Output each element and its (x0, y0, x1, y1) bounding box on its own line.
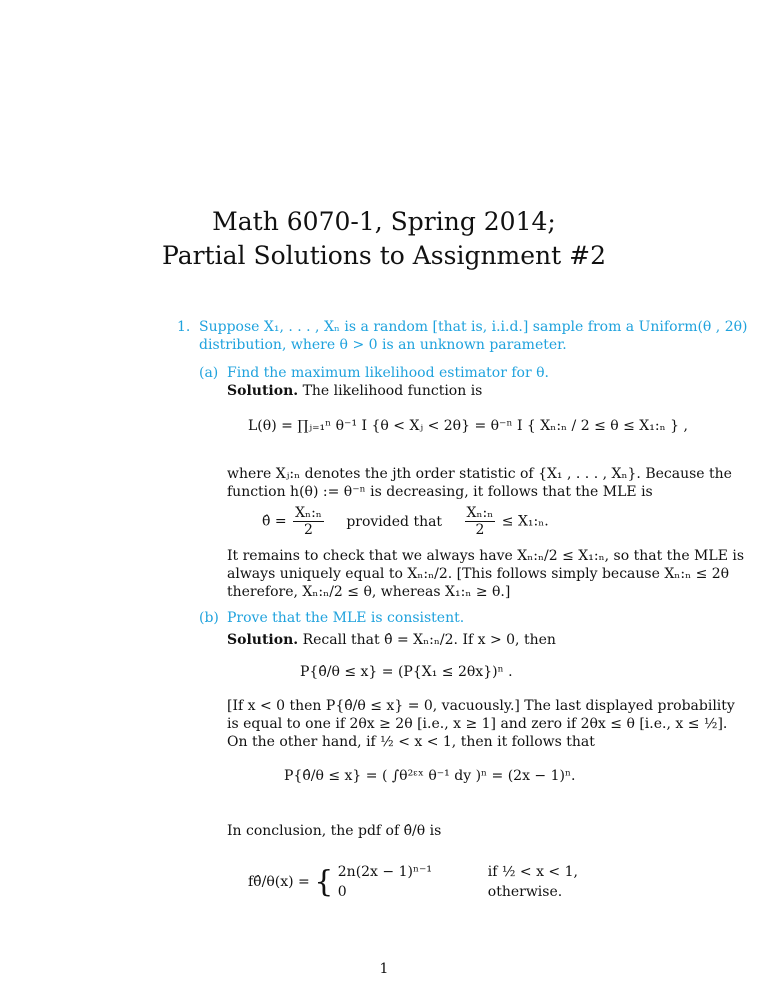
part-b-label: (b) (199, 610, 219, 626)
mle-condition-rhs: ≤ X₁:ₙ. (501, 513, 549, 530)
part-b-question: Prove that the MLE is consistent. (227, 610, 465, 626)
pdf-case-1 (338, 862, 578, 882)
pdf-cases (338, 862, 578, 902)
mle-condition-num: Xₙ:ₙ (466, 505, 494, 521)
part-b-text1-line1: [If x < 0 then P{θ̂/θ ≤ x} = 0, vacuously.] The last displayed probability (227, 698, 735, 714)
part-a-label: (a) (199, 365, 219, 381)
mle-lhs: θ̂ = (262, 513, 287, 530)
mle-provided-that: provided that (346, 513, 443, 530)
problem-number: 1. (177, 319, 191, 335)
part-b-text1-line2: is equal to one if 2θx ≥ 2θ [i.e., x ≥ 1] and zero if 2θx ≤ θ [i.e., x ≤ ½]. (227, 716, 728, 732)
part-a-solution (227, 382, 482, 400)
solution-label: Solution. (227, 383, 299, 399)
document-title-line1: Math 6070-1, Spring 2014; (212, 207, 556, 236)
pdf-case-2 (338, 882, 578, 902)
pdf-case-1-condition: if ½ < x < 1, (487, 864, 578, 880)
mle-fraction (293, 505, 324, 538)
part-a-text1-line2: function h(θ) := θ⁻ⁿ is decreasing, it follows that the MLE is (227, 484, 653, 500)
part-a-text2-line3: therefore, Xₙ:ₙ/2 ≤ θ, whereas X₁:ₙ ≥ θ.] (227, 584, 511, 600)
part-a-question: Find the maximum likelihood estimator for θ. (227, 365, 549, 381)
likelihood-equation: L(θ) = ∏ⱼ₌₁ⁿ θ⁻¹ I {θ < Xⱼ < 2θ} = θ⁻ⁿ I { Xₙ:ₙ / 2 ≤ θ ≤ X₁:ₙ } , (248, 418, 688, 434)
part-b-text2: In conclusion, the pdf of θ̂/θ is (227, 823, 442, 839)
part-a-text2-line2: always uniquely equal to Xₙ:ₙ/2. [This follows simply because Xₙ:ₙ ≤ 2θ (227, 566, 730, 582)
part-b-text1-line3: On the other hand, if ½ < x < 1, then it follows that (227, 734, 595, 750)
part-a-text1-line1: where Xⱼ:ₙ denotes the jth order statistic of {X₁ , . . . , Xₙ}. Because the (227, 466, 732, 482)
probability-equation-2: P{θ̂/θ ≤ x} = ( ∫θ²ᵋˣ θ⁻¹ dy )ⁿ = (2x − 1)ⁿ. (284, 768, 576, 784)
mle-condition-fraction (465, 505, 496, 538)
solution-label: Solution. (227, 632, 299, 648)
page-number: 1 (379, 961, 389, 977)
pdf-case-2-condition: otherwise. (487, 884, 563, 900)
mle-fraction-num: Xₙ:ₙ (295, 505, 322, 521)
solution-intro: The likelihood function is (302, 383, 483, 399)
pdf-left-brace: { (314, 864, 334, 900)
part-a-text2-line1: It remains to check that we always have Xₙ:ₙ/2 ≤ X₁:ₙ, so that the MLE is (227, 548, 745, 564)
mle-equation (262, 505, 549, 538)
pdf-case-1-value: 2n(2x − 1)ⁿ⁻¹ (337, 864, 433, 880)
part-b-solution (227, 631, 556, 649)
mle-fraction-den: 2 (304, 522, 313, 538)
problem-statement-line1: Suppose X₁, . . . , Xₙ is a random [that is, i.i.d.] sample from a Uniform(θ , 2θ) (199, 319, 748, 335)
document-title-line2: Partial Solutions to Assignment #2 (162, 241, 606, 270)
probability-equation-1: P{θ̂/θ ≤ x} = (P{X₁ ≤ 2θx})ⁿ . (300, 664, 513, 680)
pdf-case-2-value: 0 (337, 884, 347, 900)
pdf-definition (248, 862, 578, 902)
pdf-lhs: fθ̂/θ(x) = (248, 874, 310, 890)
problem-statement-line2: distribution, where θ > 0 is an unknown parameter. (199, 337, 567, 353)
solution-intro: Recall that θ̂ = Xₙ:ₙ/2. If x > 0, then (302, 632, 556, 648)
mle-condition-den: 2 (475, 522, 485, 538)
